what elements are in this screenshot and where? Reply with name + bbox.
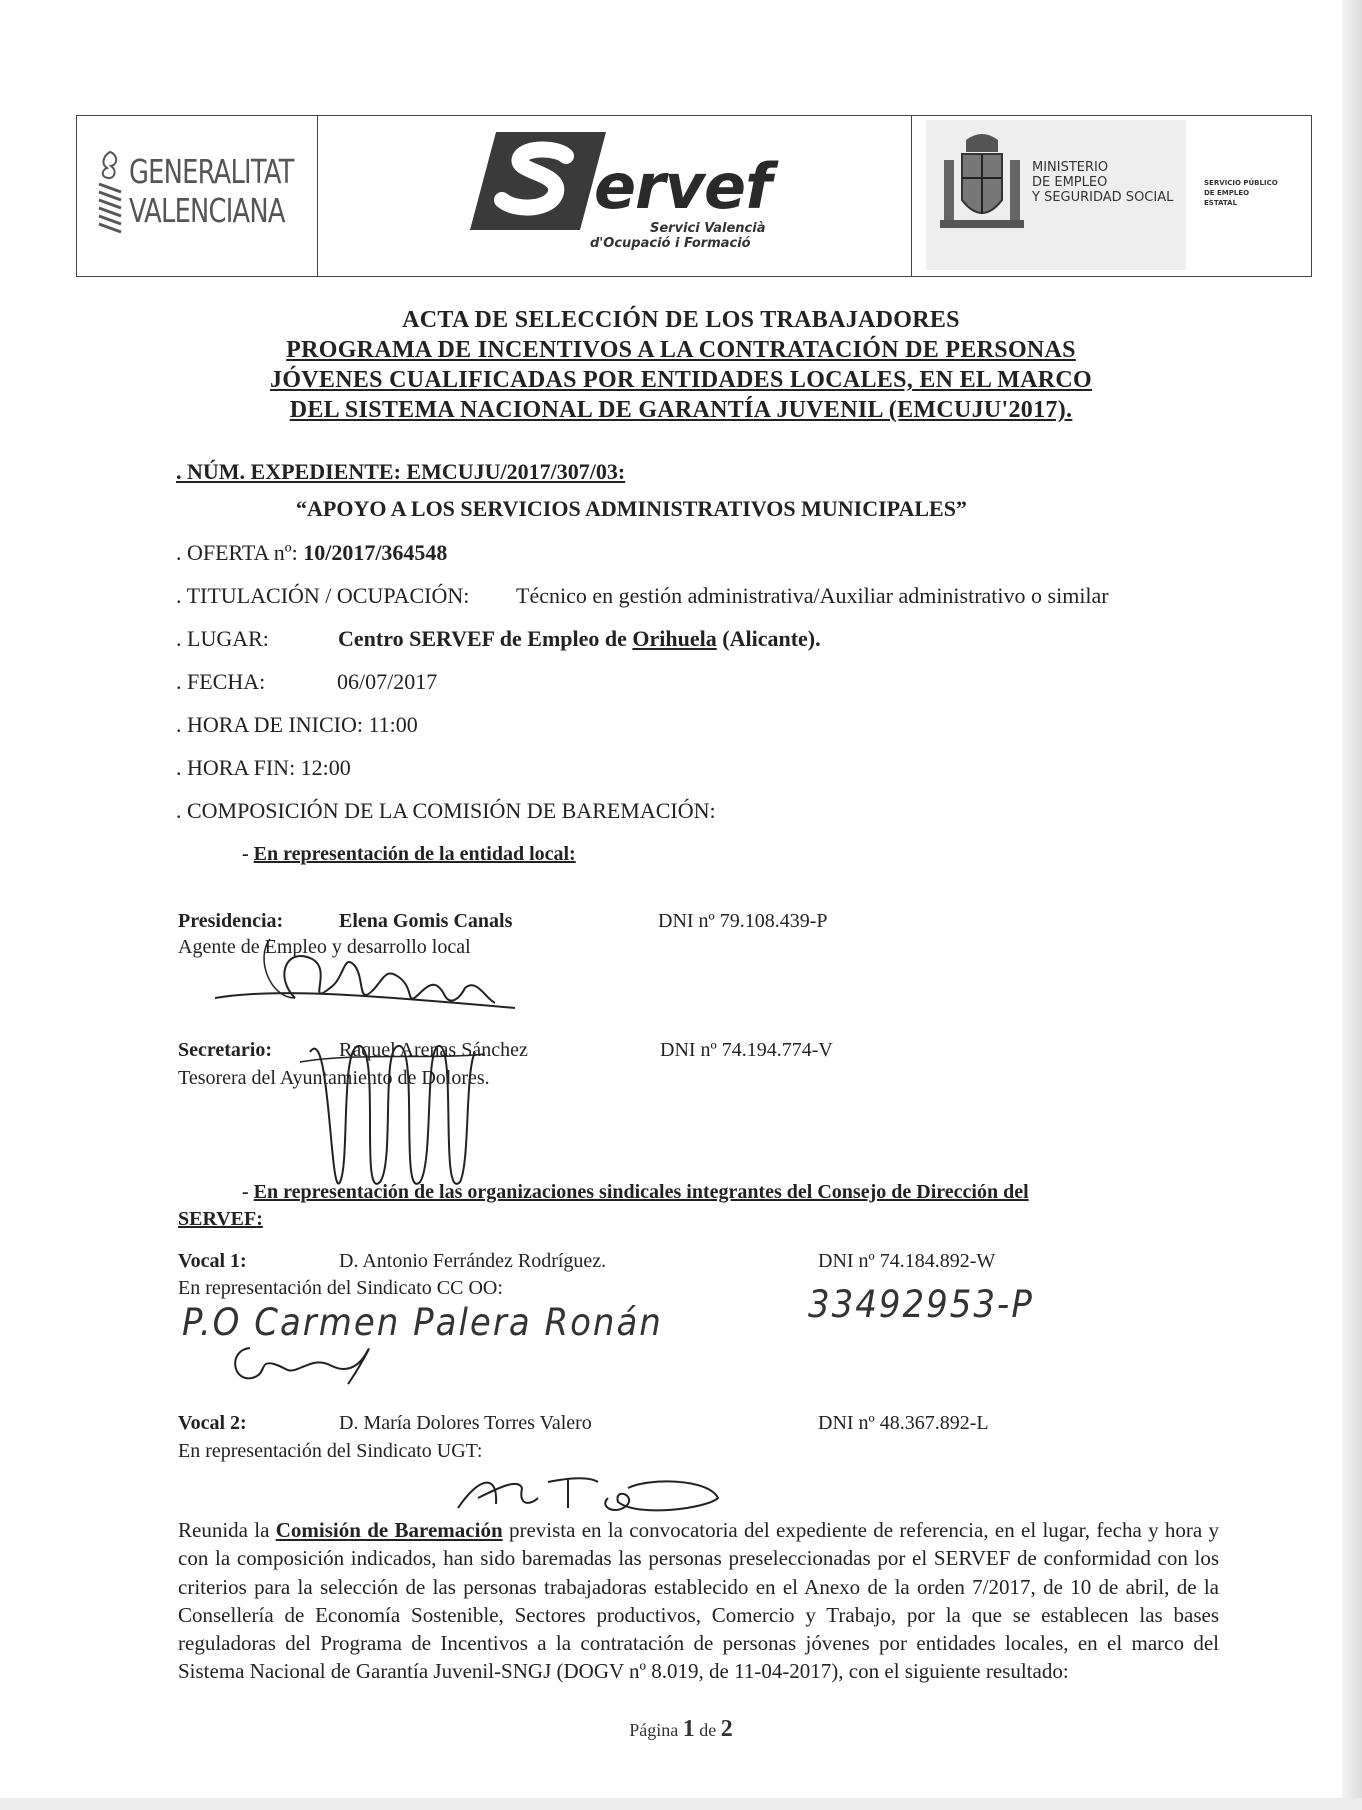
title-line3: JÓVENES CUALIFICADAS POR ENTIDADES LOCALES, EN EL MARCO xyxy=(270,367,1092,393)
ministry-line3: Y SEGURIDAD SOCIAL xyxy=(1032,190,1174,205)
lugar-value xyxy=(338,626,821,652)
lugar-row xyxy=(176,626,821,652)
title-line2: PROGRAMA DE INCENTIVOS A LA CONTRATACIÓN DE PERSONAS xyxy=(286,337,1076,363)
sepe-name xyxy=(1204,178,1284,208)
sindicales-heading xyxy=(242,1181,1029,1204)
servef-logo-cell xyxy=(318,116,912,276)
entidad-local-heading xyxy=(242,843,576,866)
oferta-label: . OFERTA nº: xyxy=(176,540,304,565)
vocal1-dni: DNI nº 74.184.892-W xyxy=(818,1250,996,1272)
footer-page-number: 1 xyxy=(682,1716,695,1742)
servef-s-icon xyxy=(468,126,608,236)
page-footer xyxy=(0,1716,1362,1743)
paragraph-pre: Reunida la xyxy=(178,1518,276,1542)
main-paragraph xyxy=(178,1516,1219,1686)
paragraph-bold: Comisión de Baremación xyxy=(275,1518,503,1542)
document-title xyxy=(0,305,1362,425)
vocal1-handwritten-dni: 33492953-P xyxy=(808,1283,1034,1327)
letterhead xyxy=(76,115,1312,277)
scan-edge xyxy=(1342,0,1362,1810)
presidencia-label: Presidencia: xyxy=(178,910,284,932)
secretario-name: Raquel Arenas Sánchez xyxy=(339,1039,528,1061)
vocal2-name: D. María Dolores Torres Valero xyxy=(339,1412,592,1434)
ministry-logo-cell xyxy=(912,116,1311,276)
sepe-line2: DE EMPLEO ESTATAL xyxy=(1204,189,1250,207)
servef-wordmark: ervef xyxy=(594,150,772,223)
vocal2-label: Vocal 2: xyxy=(178,1412,247,1434)
vocal1-label: Vocal 1: xyxy=(178,1250,247,1272)
secretario-dni: DNI nº 74.194.774-V xyxy=(660,1039,833,1061)
sindicales-dash: - xyxy=(242,1181,254,1203)
paragraph-post: prevista en la convocatoria del expediente de referencia, en el lugar, fecha y hora y con la composición indicados, han sido baremadas las personas preseleccionadas por el SERVEF de conformidad con los criterios para la selección de las personas trabajadoras establecido en el Anexo de la orden 7/2017, de 10 de abril, de la Consellería de Economía Sostenible, Sectores productivos, Comercio y Trabajo, por la que se establecen las bases reguladoras del Programa de Incentivos a la contratación de personas jóvenes por entidades locales, en el marco del Sistema Nacional de Garantía Juvenil-SNGJ (DOGV nº 8.019, de 11-04-2017), con el siguiente resultado: xyxy=(178,1518,1220,1684)
generalitat-wordmark xyxy=(129,152,294,230)
vocal1-representation: En representación del Sindicato CC OO: xyxy=(178,1277,503,1299)
vocal2-representation: En representación del Sindicato UGT: xyxy=(178,1440,483,1462)
fecha-label: . FECHA: xyxy=(176,669,266,694)
ministry-name xyxy=(1032,160,1182,205)
sindicales-heading-line1: En representación de las organizaciones sindicales integrantes del Consejo de Dirección del xyxy=(253,1181,1029,1203)
spain-coat-of-arms-icon xyxy=(940,130,1024,240)
entidad-local-heading-text: En representación de la entidad local: xyxy=(253,843,576,865)
title-line1: ACTA DE SELECCIÓN DE LOS TRABAJADORES xyxy=(402,307,960,333)
hora-inicio: . HORA DE INICIO: 11:00 xyxy=(176,712,418,737)
presidencia-role: Agente de Empleo y desarrollo local xyxy=(178,936,471,958)
lugar-label: . LUGAR: xyxy=(176,626,269,651)
ministry-line1: MINISTERIO xyxy=(1032,160,1109,175)
sindicales-heading-line2: SERVEF: xyxy=(178,1208,263,1230)
lugar-value-post: (Alicante). xyxy=(716,626,821,651)
hora-fin: . HORA FIN: 12:00 xyxy=(176,755,351,780)
secretario-role: Tesorera del Ayuntamiento de Dolores. xyxy=(178,1067,490,1089)
titulacion-row xyxy=(176,583,1109,609)
servef-subtitle-2: d'Ocupació i Formació xyxy=(590,236,751,251)
generalitat-emblem-icon xyxy=(95,148,125,238)
expediente-subject: “APOYO A LOS SERVICIOS ADMINISTRATIVOS MUNICIPALES” xyxy=(296,496,967,521)
composicion-heading: . COMPOSICIÓN DE LA COMISIÓN DE BAREMACIÓN: xyxy=(176,798,716,823)
gv-line2: VALENCIANA xyxy=(129,191,285,230)
sepe-line1: SERVICIO PÚBLICO xyxy=(1204,179,1278,187)
entidad-local-dash: - xyxy=(242,843,254,865)
oferta-value: 10/2017/364548 xyxy=(303,540,448,565)
presidencia-dni: DNI nº 79.108.439-P xyxy=(658,910,828,932)
servef-subtitle-1: Servici Valencià xyxy=(650,221,766,236)
fecha-value: 06/07/2017 xyxy=(337,669,438,694)
footer-pagina: Página xyxy=(629,1720,683,1740)
footer-page-total: 2 xyxy=(720,1716,733,1742)
gv-line1: GENERALITAT xyxy=(129,152,294,191)
presidencia-signature xyxy=(215,938,515,1028)
oferta-row xyxy=(176,540,447,566)
titulacion-label: . TITULACIÓN / OCUPACIÓN: xyxy=(176,583,470,608)
scan-bottom-edge xyxy=(0,1798,1362,1810)
vocal1-signature xyxy=(228,1340,388,1390)
vocal1-name: D. Antonio Ferrández Rodríguez. xyxy=(339,1250,607,1272)
vocal1-handwritten-name: P.O Carmen Palera Ronán xyxy=(182,1301,663,1345)
fecha-row xyxy=(176,669,438,695)
presidencia-name: Elena Gomis Canals xyxy=(339,910,513,932)
expediente-number: . NÚM. EXPEDIENTE: EMCUJU/2017/307/03: xyxy=(176,459,626,484)
titulacion-value: Técnico en gestión administrativa/Auxiliar administrativo o similar xyxy=(516,583,1109,608)
secretario-label: Secretario: xyxy=(178,1039,273,1061)
vocal2-dni: DNI nº 48.367.892-L xyxy=(818,1412,989,1434)
generalitat-logo xyxy=(77,116,318,276)
lugar-value-pre: Centro SERVEF de Empleo de xyxy=(338,626,633,651)
title-line4: DEL SISTEMA NACIONAL DE GARANTÍA JUVENIL (EMCUJU'2017). xyxy=(289,397,1073,423)
footer-de: de xyxy=(694,1720,721,1740)
lugar-value-city: Orihuela xyxy=(632,626,717,651)
ministry-line2: DE EMPLEO xyxy=(1032,175,1108,190)
